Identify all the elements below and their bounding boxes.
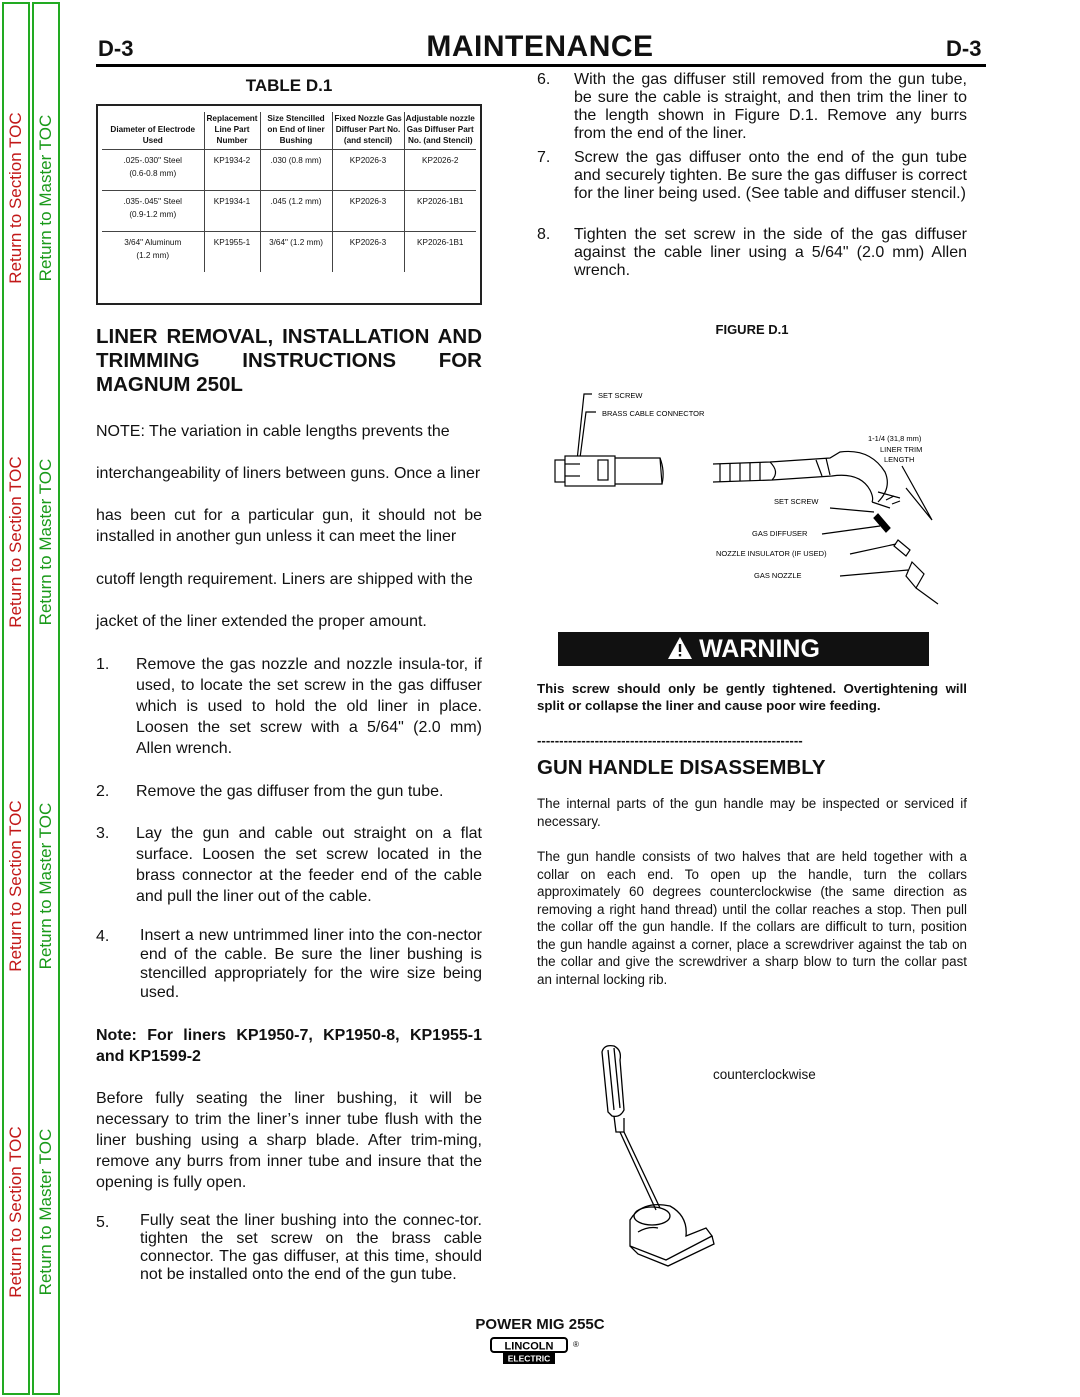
cell-size: .030 (0.8 mm) [260,150,332,191]
cell-adjustable: KP2026-1B1 [404,191,476,232]
figure-label-trim-value: 1-1/4 (31,8 mm) [868,434,922,443]
figure-label-set-screw: SET SCREW [774,497,819,506]
trim-paragraph: Before fully seating the liner bushing, it will be necessary to trim the liner’s inner tube flush with the liner bushing using a sharp blade. After trim-ming, remove any burrs from inner tube and insure that the opening is fully open. [96,1090,482,1191]
return-section-toc-link-1[interactable]: Return to Section TOC [6,112,25,284]
step-text: Screw the gas diffuser onto the end of the gun tube and securely tighten. Be sure the gas diffuser is correct for the liner being used. (See table and diffuser stencil.) [574,149,967,202]
return-section-toc-link-4[interactable]: Return to Section TOC [6,1126,25,1298]
header-size: Size Stencilled on End of liner Bushing [260,112,332,150]
cell-diameter: .035-.045" Steel (0.9-1.2 mm) [102,191,204,232]
warning-text: This screw should only be gently tightened. Overtightening will split or collapse the liner and cause poor wire feeding. [537,681,967,713]
cell-part: KP1955-1 [204,232,260,273]
figure-label-nozzle-insulator: NOZZLE INSULATOR (IF USED) [716,549,827,558]
liner-note: Note: For liners KP1950-7, KP1950-8, KP1955-1 and KP1599-2 [96,1027,482,1065]
step-number: 2. [96,783,110,800]
header-rule [96,64,986,67]
return-section-toc-link-2[interactable]: Return to Section TOC [6,456,25,628]
page-title: MAINTENANCE [426,30,654,63]
note-line-2: interchangeability of liners between guns. Once a liner [96,465,481,482]
figure-label-brass-connector: BRASS CABLE CONNECTOR [602,409,705,418]
liner-table-grid [102,112,476,272]
cell-diameter: .025-.030" Steel (0.6-0.8 mm) [102,150,204,191]
cell-size: .045 (1.2 mm) [260,191,332,232]
cell-part: KP1934-1 [204,191,260,232]
page-code-left: D-3 [98,36,134,61]
table-header-row [102,112,476,150]
cell-fixed: KP2026-3 [332,150,404,191]
step-number: 3. [96,825,110,842]
page-code-right: D-3 [946,36,982,61]
figure-label-set-screw-top: SET SCREW [598,391,643,400]
gun-handle-paragraph-2: The gun handle consists of two halves that are held together with a collar on each end. To open up the handle, turn the collars approximately 60 degrees counterclockwise (the same direction as removing a right hand thread) until the collar reaches a stop. Then pull the collar off the gun handle. If the collars are difficult to turn, position the gun handle against a corner, place a screwdriver against the tab on the collar and give the screwdriver a sharp blow to turn the collar past an internal locking rib. [537,849,967,987]
step-text: Insert a new untrimmed liner into the con-nector end of the cable. Be sure the liner bushing is stencilled appropriately for the wire size being used. [140,927,482,1001]
step-text: Lay the gun and cable out straight on a flat surface. Loosen the set screw located in the brass connector at the feeder end of the cable and pull the liner out of the cable. [136,825,482,905]
step-number: 6. [537,71,551,88]
step-number: 1. [96,656,110,673]
gun-handle-paragraph-1: The internal parts of the gun handle may be inspected or serviced if necessary. [537,796,967,829]
table-title: TABLE D.1 [245,76,333,95]
note-line-1: NOTE: The variation in cable lengths prevents the [96,423,450,440]
step-text: Fully seat the liner bushing into the connec-tor. tighten the set screw on the brass cable connector. The gas diffuser, at this time, should not be installed onto the end of the gun tube. [140,1212,482,1283]
figure-title: FIGURE D.1 [715,322,789,337]
header-fixed-nozzle: Fixed Nozzle Gas Diffuser Part No. (and stencil) [332,112,404,150]
return-master-toc-link-4[interactable]: Return to Master TOC [36,1128,55,1296]
step-number: 7. [537,149,551,166]
counterclockwise-label: counterclockwise [713,1067,816,1082]
step-text: Remove the gas diffuser from the gun tube. [136,783,444,800]
header-diameter: Diameter of Electrode Used [102,112,204,150]
step-number: 4. [96,928,110,945]
gun-handle-heading: GUN HANDLE DISASSEMBLY [537,756,826,779]
cell-fixed: KP2026-3 [332,191,404,232]
dashed-separator: ------------------------------------------------------------ [537,733,803,748]
cell-fixed: KP2026-3 [332,232,404,273]
cell-adjustable: KP2026-1B1 [404,232,476,273]
table-row [102,191,476,232]
svg-text:LINCOLN: LINCOLN [504,1340,554,1353]
header-replacement-part: Replacement Line Part Number [204,112,260,150]
table-row [102,232,476,273]
return-master-toc-link-2[interactable]: Return to Master TOC [36,458,55,626]
cell-adjustable: KP2026-2 [404,150,476,191]
step-text: With the gas diffuser still removed from the gun tube, be sure the cable is straight, and then trim the liner to the length shown in Figure D.1. Remove any burrs from the end of the liner. [574,71,967,142]
return-master-toc-link-1[interactable]: Return to Master TOC [36,114,55,282]
table-row [102,150,476,191]
figure-label-gas-nozzle: GAS NOZZLE [754,571,802,580]
step-text: Tighten the set screw in the side of the gas diffuser against the cable liner using a 5/64" (2.0 mm) Allen wrench. [574,226,967,279]
liner-table [96,104,482,305]
warning-banner [558,632,929,666]
section-heading-liner: LINER REMOVAL, INSTALLATION AND TRIMMING INSTRUCTIONS FOR MAGNUM 250L [96,325,482,396]
lincoln-electric-logo [489,1337,581,1365]
return-section-toc-link-3[interactable]: Return to Section TOC [6,800,25,972]
svg-text:ELECTRIC: ELECTRIC [507,1353,551,1364]
warning-triangle-icon [667,636,693,660]
figure-label-trim-1: LINER TRIM [880,445,923,454]
cell-size: 3/64" (1.2 mm) [260,232,332,273]
note-line-5: jacket of the liner extended the proper amount. [96,613,427,630]
figure-label-gas-diffuser: GAS DIFFUSER [752,529,808,538]
step-text: Remove the gas nozzle and nozzle insula-tor, if used, to locate the set screw in the gas diffuser which is used to hold the old liner in place. Loosen the set screw with a 5/64" (2.0 mm) Allen wrench. [136,656,482,757]
note-line-4: cutoff length requirement. Liners are shipped with the [96,571,473,588]
step-number: 5. [96,1214,110,1231]
step-number: 8. [537,226,551,243]
cell-diameter: 3/64" Aluminum (1.2 mm) [124,238,182,260]
figure-label-trim-2: LENGTH [884,455,915,464]
return-master-toc-link-3[interactable]: Return to Master TOC [36,802,55,970]
header-adjustable-nozzle: Adjustable nozzle Gas Diffuser Part No. (and Stencil) [404,112,476,150]
warning-title: WARNING [699,635,820,663]
footer-model: POWER MIG 255C [475,1316,605,1333]
svg-text:®: ® [573,1340,579,1349]
screwdriver-illustration [590,1040,730,1270]
cell-part: KP1934-2 [204,150,260,191]
note-line-3: has been cut for a particular gun, it should not be installed in another gun unless it can meet the liner [96,507,482,545]
figure-gun-diagram [540,380,960,610]
